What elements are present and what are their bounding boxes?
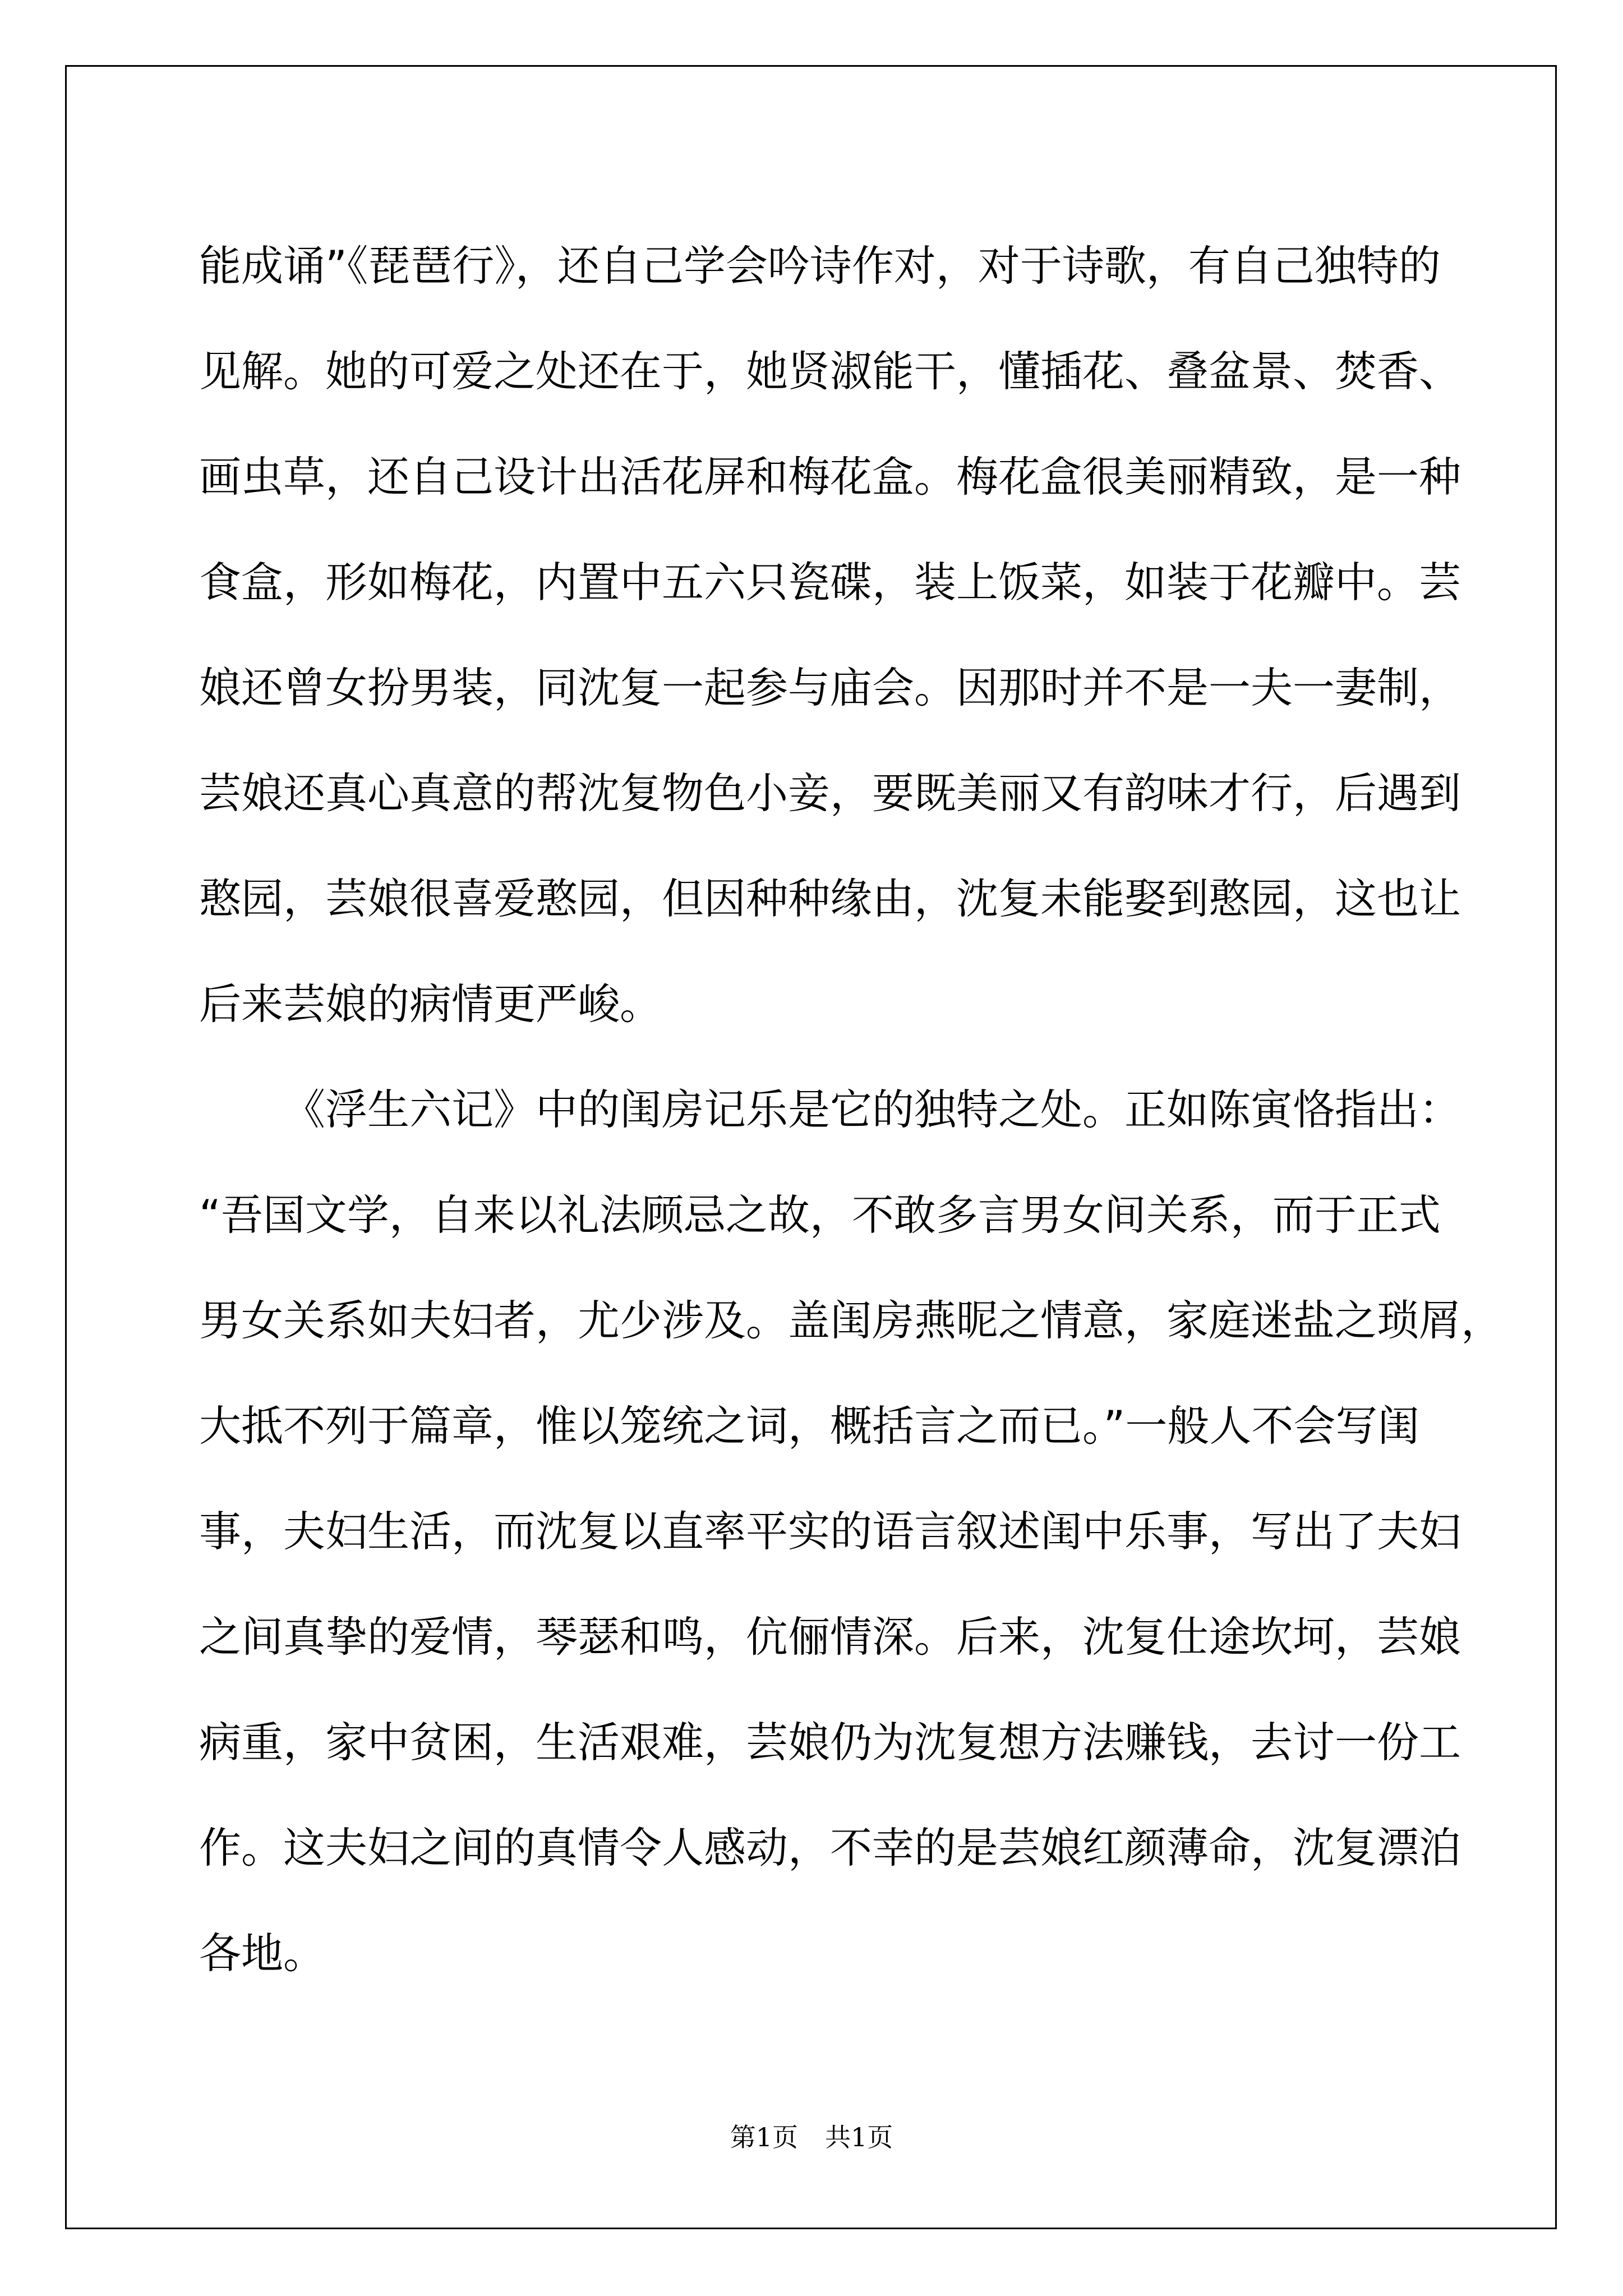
text-line: 画虫草，还自己设计出活花屏和梅花盒。梅花盒很美丽精致，是一种 — [199, 452, 1461, 501]
text-line: “吾国文学，自来以礼法顾忌之故，不敢多言男女间关系，而于正式 — [199, 1190, 1441, 1240]
text-line: 食盒，形如梅花，内置中五六只瓷碟，装上饭菜，如装于花瓣中。芸 — [199, 558, 1461, 607]
page-total: 共1页 — [825, 2122, 893, 2152]
text-line: 娘还曾女扮男装，同沈复一起参与庙会。因那时并不是一夫一妻制， — [199, 663, 1461, 712]
text-line: 之间真挚的爱情，琴瑟和鸣，伉俪情深。后来，沈复仕途坎坷，芸娘 — [199, 1612, 1461, 1662]
text-line: 事，夫妇生活，而沈复以直率平实的语言叙述闺中乐事，写出了夫妇 — [199, 1507, 1461, 1556]
text-line: 能成诵”《琵琶行》，还自己学会吟诗作对，对于诗歌，有自己独特的 — [199, 241, 1441, 291]
page-footer — [0, 2120, 1623, 2154]
text-line: 作。这夫妇之间的真情令人感动，不幸的是芸娘红颜薄命，沈复漂泊 — [199, 1823, 1461, 1872]
page-number: 第1页 — [730, 2122, 798, 2152]
text-line: 各地。 — [199, 1929, 326, 1978]
text-line: 憨园，芸娘很喜爱憨园，但因种种缘由，沈复未能娶到憨园，这也让 — [199, 874, 1461, 923]
text-line: 芸娘还真心真意的帮沈复物色小妾，要既美丽又有韵味才行，后遇到 — [199, 769, 1461, 818]
text-line: 见解。她的可爱之处还在于，她贤淑能干，懂插花、叠盆景、焚香、 — [199, 347, 1461, 396]
text-line: 大抵不列于篇章，惟以笼统之词，概括言之而已。”一般人不会写闺 — [199, 1401, 1420, 1451]
document-body — [199, 213, 1504, 2006]
text-line: 病重，家中贫困，生活艰难，芸娘仍为沈复想方法赚钱，去讨一份工 — [199, 1718, 1461, 1767]
text-line: 后来芸娘的病情更严峻。 — [199, 979, 662, 1029]
paragraph-first-line: 《浮生六记》中的闺房记乐是它的独特之处。正如陈寅恪指出： — [283, 1085, 1461, 1134]
text-line: 男女关系如夫妇者，尤少涉及。盖闺房燕昵之情意，家庭迷盐之琐屑， — [199, 1296, 1504, 1345]
